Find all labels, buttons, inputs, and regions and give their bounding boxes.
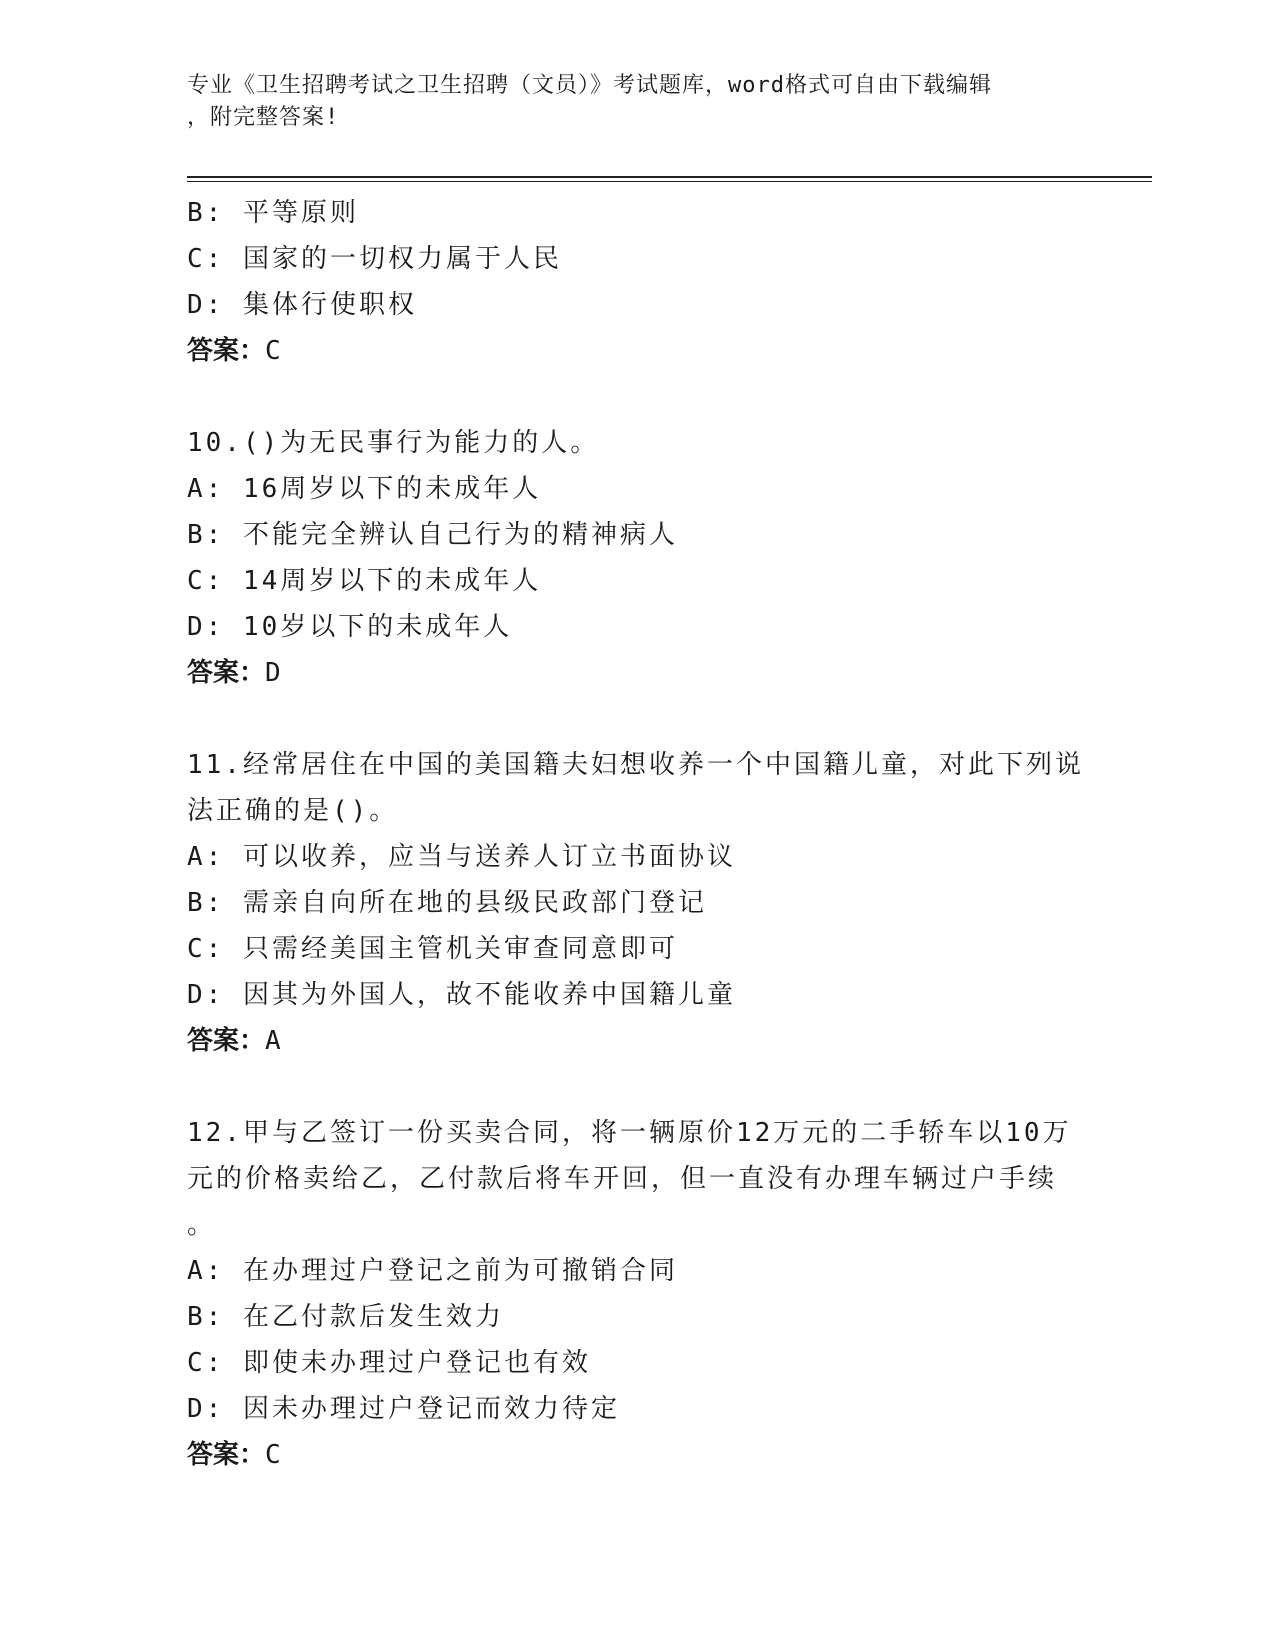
answer-value: C	[265, 336, 284, 366]
answer-line	[187, 1432, 1087, 1478]
option-c: C: 只需经美国主管机关审查同意即可	[187, 934, 678, 964]
option-d: D: 因未办理过户登记而效力待定	[187, 1394, 620, 1424]
option-b: B: 需亲自向所在地的县级民政部门登记	[187, 888, 707, 918]
question-stem-line-1: 11.经常居住在中国的美国籍夫妇想收养一个中国籍儿童，对此下列说	[187, 750, 1084, 780]
option-b: B: 不能完全辨认自己行为的精神病人	[187, 520, 678, 550]
option-a: A: 16周岁以下的未成年人	[187, 474, 542, 504]
answer-label: 答案：	[187, 658, 266, 688]
answer-value: D	[265, 658, 284, 688]
answer-value: C	[265, 1440, 284, 1470]
answer-label: 答案：	[187, 336, 266, 366]
header-divider-thick	[187, 176, 1152, 178]
option-c: C: 即使未办理过户登记也有效	[187, 1348, 591, 1378]
answer-line	[187, 1018, 1087, 1064]
question-stem-line-2: 元的价格卖给乙，乙付款后将车开回，但一直没有办理车辆过户手续	[187, 1164, 1058, 1194]
question-stem-line-3: 。	[187, 1210, 217, 1240]
option-b: B: 平等原则	[187, 198, 359, 228]
option-c: C: 国家的一切权力属于人民	[187, 244, 562, 274]
question-list	[187, 190, 1087, 1478]
question-11	[187, 742, 1087, 1064]
header-line-1: 专业《卫生招聘考试之卫生招聘（文员）》考试题库，word格式可自由下载编辑	[187, 73, 992, 98]
question-stem: 10.()为无民事行为能力的人。	[187, 428, 600, 458]
option-d: D: 集体行使职权	[187, 290, 417, 320]
header-line-2: ，附完整答案!	[187, 105, 340, 130]
answer-label: 答案：	[187, 1440, 266, 1470]
answer-value: A	[265, 1026, 284, 1056]
option-c: C: 14周岁以下的未成年人	[187, 566, 542, 596]
answer-line	[187, 328, 1087, 374]
answer-line	[187, 650, 1087, 696]
option-b: B: 在乙付款后发生效力	[187, 1302, 504, 1332]
question-9-tail	[187, 190, 1087, 374]
document-header	[187, 70, 1067, 134]
option-d: D: 10岁以下的未成年人	[187, 612, 513, 642]
answer-label: 答案：	[187, 1026, 266, 1056]
question-stem-line-1: 12.甲与乙签订一份买卖合同，将一辆原价12万元的二手轿车以10万	[187, 1118, 1072, 1148]
option-d: D: 因其为外国人，故不能收养中国籍儿童	[187, 980, 736, 1010]
question-12	[187, 1110, 1087, 1478]
option-a: A: 在办理过户登记之前为可撤销合同	[187, 1256, 678, 1286]
question-stem-line-2: 法正确的是()。	[187, 796, 399, 826]
header-divider-thin	[187, 181, 1152, 182]
question-10	[187, 420, 1087, 696]
option-a: A: 可以收养，应当与送养人订立书面协议	[187, 842, 736, 872]
